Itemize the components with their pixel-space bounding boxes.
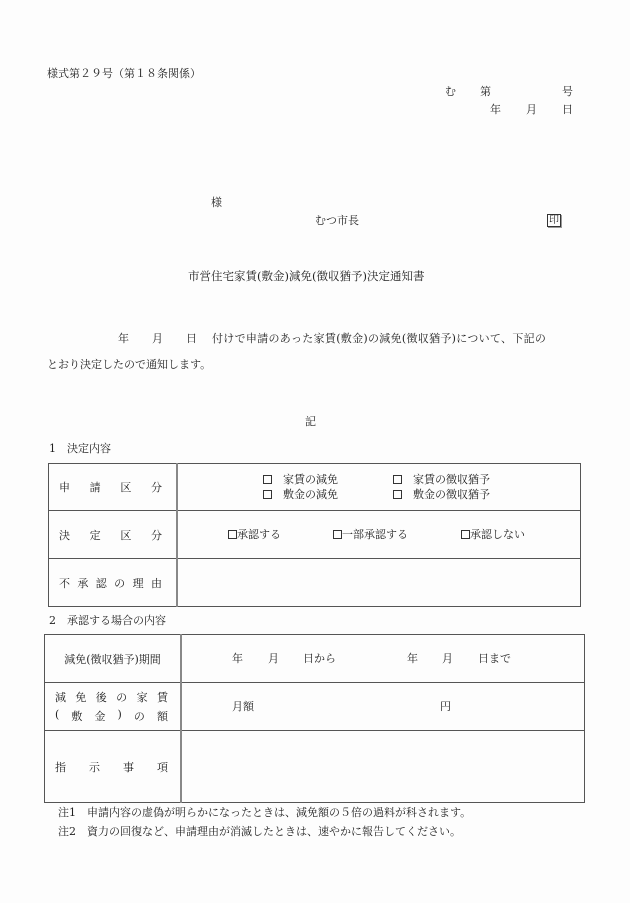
decision-label [49, 511, 178, 559]
reason-field[interactable] [177, 559, 581, 607]
option-label: 敷金の減免 [283, 488, 338, 501]
option-label: 承認する [237, 528, 281, 541]
option-label: 家賃の徴収猶予 [413, 473, 490, 486]
body-line2: とおり決定したので通知します。 [47, 358, 212, 371]
label-char: 示 [89, 760, 100, 774]
label-char: 家 [136, 691, 148, 704]
monthly-label: 月額 [232, 700, 254, 713]
label-char: 決 [59, 528, 70, 542]
body-year: 年 [118, 332, 129, 345]
addressee-suffix: 様 [211, 196, 222, 209]
amount-label [45, 683, 182, 731]
option-label: 承認しない [470, 528, 525, 541]
label-char: 後 [95, 691, 107, 704]
label-char: の [133, 710, 145, 723]
label-char: 額 [156, 710, 168, 723]
label-char: ( [55, 708, 60, 721]
label-char: の [116, 691, 128, 704]
amount-values [181, 683, 585, 731]
label-char: 区 [120, 481, 132, 494]
date-day: 日 [562, 103, 573, 116]
option-reject[interactable] [461, 529, 525, 540]
to-year: 年 [407, 652, 418, 665]
seal-icon: 印 [549, 215, 559, 226]
to-month: 月 [442, 652, 453, 665]
doc-number-dai: 第 [480, 85, 491, 98]
label-char: の [114, 576, 126, 590]
period-values [181, 635, 585, 683]
to-day: 日まで [478, 652, 511, 665]
label-char: 分 [150, 481, 162, 494]
label-char: 定 [89, 528, 101, 542]
date-month: 月 [526, 103, 537, 116]
body-month: 月 [152, 332, 163, 345]
decision-table [48, 463, 581, 607]
application-options [177, 464, 581, 511]
label-char: 由 [150, 576, 162, 590]
form-number: 様式第２９号（第１８条関係） [47, 67, 201, 80]
ki-label: 記 [305, 415, 316, 428]
section2-heading: 2 承認する場合の内容 [49, 614, 166, 627]
from-month: 月 [268, 652, 279, 665]
label-char: 認 [95, 576, 107, 590]
label-char: 申 [59, 481, 70, 494]
label-char: 理 [132, 576, 144, 590]
note-1: 注1 申請内容の虚偽が明らかになったときは、減免額の５倍の過料が科されます。 [58, 806, 472, 819]
label-char: 項 [157, 760, 168, 774]
label-char: 賃 [156, 691, 168, 704]
checkbox-icon[interactable] [228, 530, 237, 539]
label-char: 分 [150, 528, 162, 542]
option-deposit-deferral[interactable] [393, 489, 490, 500]
reason-label [49, 559, 178, 607]
option-label: 敷金の徴収猶予 [413, 488, 490, 501]
period-label: 減免(徴収猶予)期間 [45, 635, 182, 683]
label-char: 請 [89, 481, 101, 494]
label-char: 敷 [71, 710, 83, 723]
checkbox-icon[interactable] [393, 475, 402, 484]
from-day: 日から [303, 652, 336, 665]
option-label: 一部承認する [342, 528, 408, 541]
note-2: 注2 資力の回復など、申請理由が消滅したときは、速やかに報告してください。 [58, 825, 461, 838]
label-char: 金 [94, 710, 106, 723]
label-char: ) [117, 708, 122, 721]
label-char: 免 [75, 691, 87, 704]
checkbox-icon[interactable] [263, 490, 272, 499]
approval-table [44, 634, 585, 803]
application-label [49, 464, 178, 511]
amount-row [45, 683, 585, 731]
body-line1: 付けで申請のあった家賃(敷金)の減免(徴収猶予)について、下記の [212, 332, 547, 345]
label-char: 指 [55, 760, 66, 774]
from-year: 年 [232, 652, 243, 665]
doc-number-go: 号 [562, 85, 573, 98]
application-row [49, 464, 581, 511]
reason-row [49, 559, 581, 607]
issuer-name: むつ市長 [315, 214, 359, 227]
instructions-label [45, 731, 182, 803]
yen-label: 円 [440, 700, 451, 713]
label-char: 不 [59, 576, 70, 590]
label-char: 減 [55, 691, 66, 704]
section1-heading: 1 決定内容 [49, 442, 111, 455]
instructions-row [45, 731, 585, 803]
document-title: 市営住宅家賃(敷金)減免(徴収猶予)決定通知書 [188, 269, 425, 283]
doc-number-prefix: む [445, 85, 456, 98]
option-label: 家賃の減免 [283, 473, 338, 486]
checkbox-icon[interactable] [393, 490, 402, 499]
period-row [45, 635, 585, 683]
instructions-field[interactable] [181, 731, 585, 803]
option-deposit-reduction[interactable] [263, 489, 338, 500]
body-day: 日 [186, 332, 197, 345]
option-approve[interactable] [228, 529, 281, 540]
label-char: 区 [120, 528, 132, 542]
checkbox-icon[interactable] [461, 530, 470, 539]
label-char: 承 [77, 576, 89, 590]
date-year: 年 [490, 103, 501, 116]
label-char: 事 [123, 760, 134, 774]
checkbox-icon[interactable] [333, 530, 342, 539]
checkbox-icon[interactable] [263, 475, 272, 484]
option-rent-reduction[interactable] [263, 474, 338, 485]
seal-mark [547, 214, 561, 227]
option-rent-deferral[interactable] [393, 474, 490, 485]
option-partial-approve[interactable] [333, 529, 408, 540]
decision-row [49, 511, 581, 559]
decision-options [177, 511, 581, 559]
